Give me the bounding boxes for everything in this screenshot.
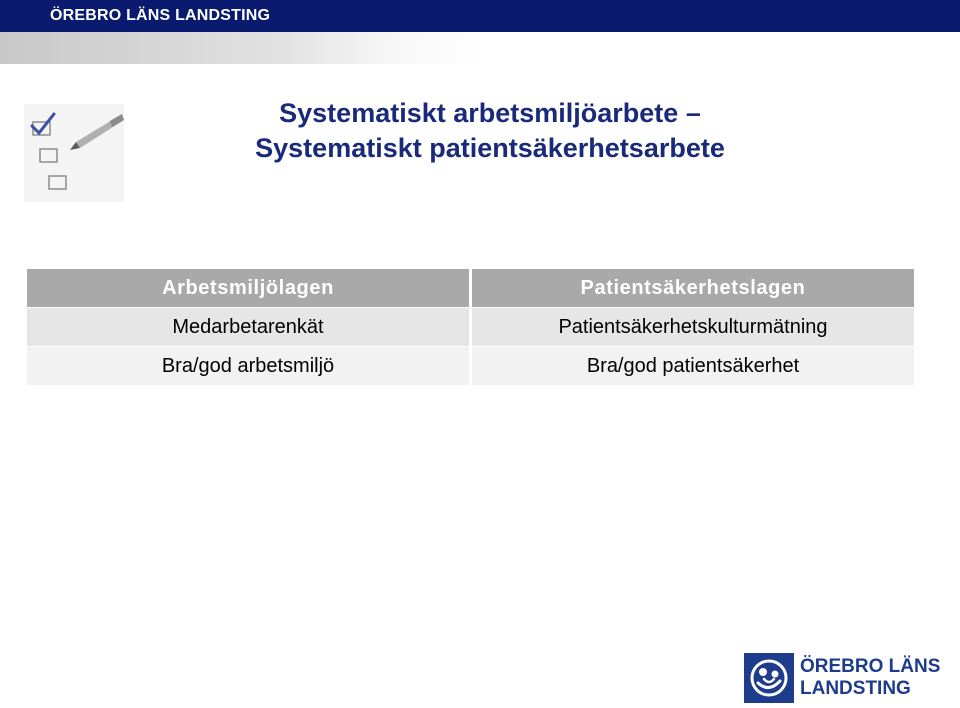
slide-title — [120, 96, 860, 166]
county-council-logo-icon — [744, 653, 794, 703]
table-cell: Bra/god arbetsmiljö — [27, 347, 469, 385]
checklist-with-pen-icon — [24, 104, 124, 202]
title-line-1: Systematiskt arbetsmiljöarbete – — [279, 98, 701, 128]
table-cell: Bra/god patientsäkerhet — [472, 347, 914, 385]
comparison-table — [27, 269, 914, 385]
logo-wordmark — [800, 656, 940, 700]
top-bar — [0, 0, 960, 32]
table-row — [27, 347, 914, 385]
logo-line-2: LANDSTING — [800, 678, 911, 699]
sub-bar — [0, 32, 960, 64]
table-cell: Medarbetarenkät — [27, 308, 469, 346]
table-row — [27, 308, 914, 346]
table-header-cell: Patientsäkerhetslagen — [472, 269, 914, 307]
table-header-cell: Arbetsmiljölagen — [27, 269, 469, 307]
logo-line-1: ÖREBRO LÄNS — [800, 656, 941, 677]
org-name: ÖREBRO LÄNS LANDSTING — [50, 7, 271, 24]
title-line-2: Systematiskt patientsäkerhetsarbete — [255, 133, 725, 163]
footer-logo — [744, 652, 940, 704]
table-header-row — [27, 269, 914, 307]
table-cell: Patientsäkerhetskulturmätning — [472, 308, 914, 346]
